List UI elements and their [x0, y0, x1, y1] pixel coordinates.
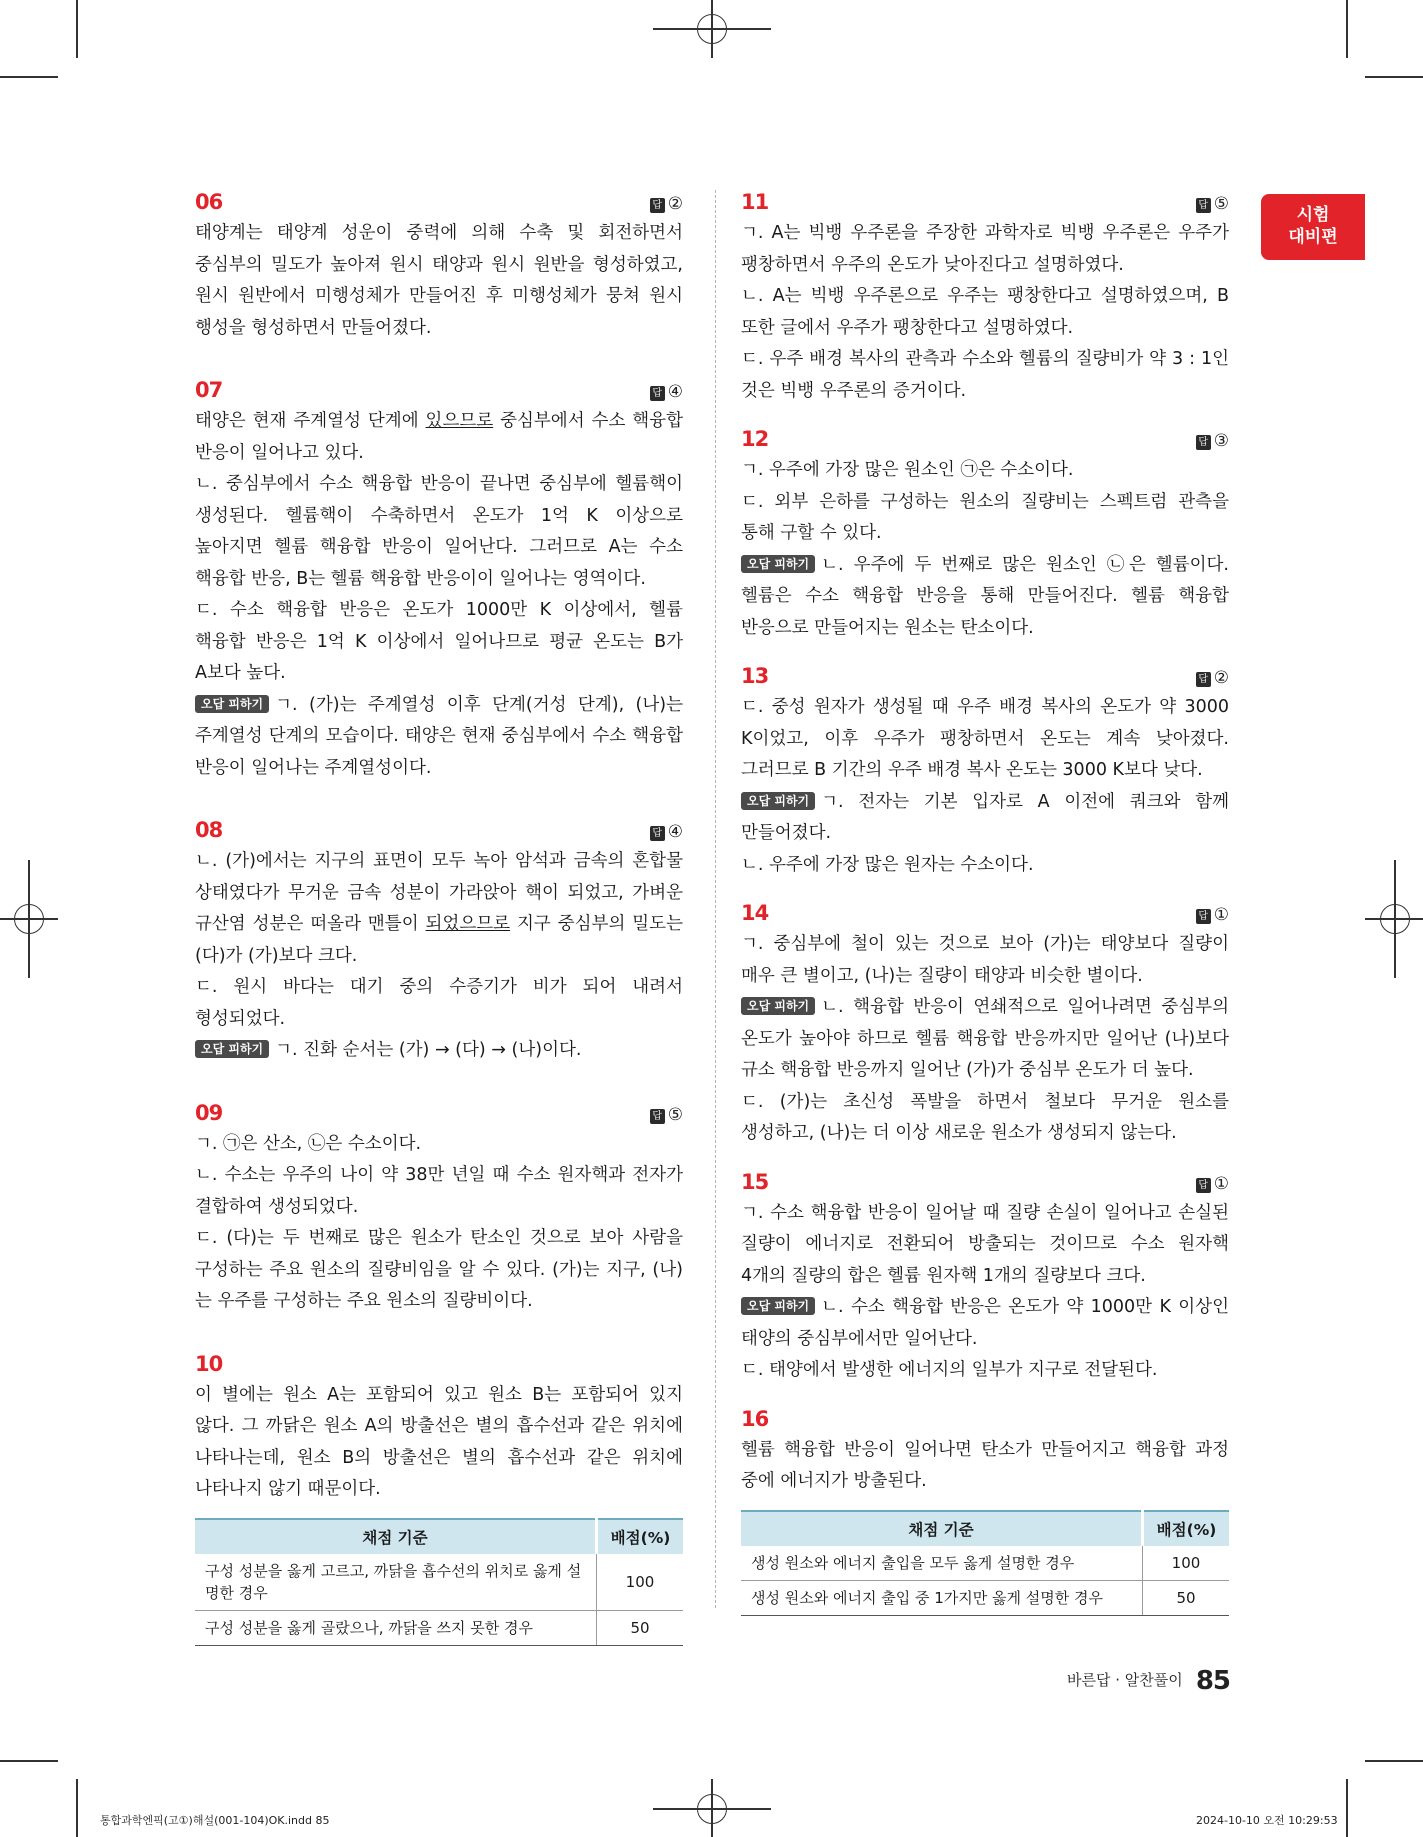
- question-15: [741, 1170, 1229, 1387]
- points-cell: 100: [1143, 1546, 1230, 1581]
- answer-label: [1196, 194, 1229, 214]
- answer-icon: 답: [1196, 435, 1211, 450]
- crop-mark: [1365, 1760, 1423, 1762]
- wrong-answer-tag: 오답 피하기: [741, 997, 815, 1015]
- question-14: [741, 901, 1229, 1150]
- table-row: [741, 1580, 1229, 1615]
- criteria-cell: 구성 성분을 옳게 고르고, 까닭을 흡수선의 위치로 옳게 설명한 경우: [195, 1554, 597, 1611]
- answer-choice: ⑤: [1213, 194, 1229, 214]
- criteria-cell: 생성 원소와 에너지 출입을 모두 옳게 설명한 경우: [741, 1546, 1143, 1581]
- answer-choice: ③: [1213, 431, 1229, 451]
- section-tab-line1: 시험: [1296, 205, 1330, 225]
- explanation-text: ㄷ. 외부 은하를 구성하는 원소의 질량비는 스펙트럼 관측을 통해 구할 수 있다.: [741, 491, 1229, 543]
- table-row: [195, 1610, 683, 1645]
- explanation-text: 이 별에는 원소 A는 포함되어 있고 원소 B는 포함되어 있지 않다. 그 까닭은 원소 A의 방출선은 별의 흡수선과 같은 위치에 나타나는데, 원소 B의 방출선은 별의 흡수선과 같은 위치에 나타나지 않기 때문이다.: [195, 1384, 683, 1499]
- points-cell: 50: [597, 1610, 684, 1645]
- explanation-text: ㄷ. 수소 핵융합 반응은 온도가 1000만 K 이상에서, 헬륨 핵융합 반응은 1억 K 이상에서 일어나므로 평균 온도는 B가 A보다 높다.: [195, 600, 683, 683]
- crop-mark: [1346, 0, 1348, 58]
- question-number: 09: [195, 1100, 223, 1125]
- question-number: 14: [741, 901, 769, 925]
- question-13: [741, 664, 1229, 881]
- table-header-points: 배점(%): [1143, 1511, 1230, 1546]
- points-cell: 50: [1143, 1580, 1230, 1615]
- crop-mark: [1346, 1779, 1348, 1837]
- question-08: [195, 818, 683, 1067]
- answer-label: [650, 822, 683, 842]
- answer-choice: ⑤: [667, 1104, 683, 1125]
- wrong-answer-note: 오답 피하기 ㄱ. (가)는 주계열성 이후 단계(거성 단계), (나)는 주계열성 단계의 모습이다. 태양은 현재 중심부에서 수소 핵융합 반응이 일어나는 주계열성이다.: [195, 694, 683, 778]
- wrong-answer-note: 오답 피하기 ㄴ. 수소 핵융합 반응은 온도가 약 1000만 K 이상인 태양의 중심부에서만 일어난다.: [741, 1297, 1229, 1349]
- explanation-text: ㄱ. A는 빅뱅 우주론을 주장한 과학자로 빅뱅 우주론은 우주가 팽창하면서 우주의 온도가 낮아진다고 설명하였다.: [741, 223, 1229, 275]
- answer-choice: ①: [1213, 1173, 1229, 1194]
- left-column: [195, 190, 683, 1646]
- scoring-table: [195, 1518, 683, 1646]
- table-header-criteria: 채점 기준: [741, 1511, 1143, 1546]
- answer-label: [650, 1105, 683, 1125]
- answer-icon: 답: [650, 1109, 665, 1124]
- question-number: 12: [741, 427, 769, 451]
- crop-mark: [1365, 76, 1423, 78]
- answer-label: [1196, 668, 1229, 688]
- section-tab-line2: 대비편: [1288, 227, 1338, 247]
- wrong-answer-tag: 오답 피하기: [741, 1297, 815, 1315]
- explanation-text: ㄴ. 수소는 우주의 나이 약 38만 년일 때 수소 원자핵과 전자가 결합하여 생성되었다.: [195, 1165, 683, 1217]
- answer-icon: 답: [1196, 198, 1211, 213]
- question-06: [195, 190, 683, 344]
- wrong-answer-tag: 오답 피하기: [741, 792, 815, 810]
- slug-filename: 통합과학엔픽(고①)해설(001-104)OK.indd 85: [100, 1814, 330, 1827]
- question-number: 11: [741, 190, 769, 214]
- explanation-text: ㄷ. 원시 바다는 대기 중의 수증기가 비가 되어 내려서 형성되었다.: [195, 977, 683, 1029]
- answer-choice: ②: [667, 194, 683, 214]
- explanation-text: ㄱ. 우주에 가장 많은 원소인 ㉠은 수소이다.: [741, 460, 1074, 480]
- explanation-text: 태양은 현재 주계열성 단계에 있으므로 중심부에서 수소 핵융합 반응이 일어나고 있다.: [195, 411, 683, 463]
- footer-label: 바른답 · 알찬풀이: [1066, 1671, 1183, 1689]
- table-row: [195, 1554, 683, 1611]
- question-07: [195, 378, 683, 784]
- question-11: [741, 190, 1229, 407]
- question-number: 15: [741, 1169, 769, 1194]
- table-row: [741, 1546, 1229, 1581]
- question-number: 07: [195, 378, 223, 402]
- question-number: 06: [195, 190, 223, 214]
- explanation-text: ㄷ. 태양에서 발생한 에너지의 일부가 지구로 전달된다.: [741, 1360, 1158, 1380]
- explanation-text: ㄴ. A는 빅뱅 우주론으로 우주는 팽창한다고 설명하였으며, B 또한 글에서 우주가 팽창한다고 설명하였다.: [741, 286, 1229, 338]
- crop-mark: [76, 0, 78, 58]
- explanation-text: ㄴ. 중심부에서 수소 핵융합 반응이 끝나면 중심부에 헬륨핵이 생성된다. 헬륨핵이 수축하면서 온도가 1억 K 이상으로 높아지면 헬륨 핵융합 반응이 일어난다. 그러므로 A는 수소 핵융합 반응, B는 헬륨 핵융합 반응이이 일어나는 영역이다.: [195, 474, 684, 589]
- page-footer: [1067, 1666, 1230, 1704]
- page-number: 85: [1195, 1666, 1230, 1696]
- crop-mark: [0, 76, 58, 78]
- explanation-text: ㄴ. 우주에 가장 많은 원자는 수소이다.: [741, 854, 1034, 875]
- scoring-table: [741, 1510, 1229, 1616]
- question-10: [195, 1352, 683, 1646]
- table-header-row: [195, 1519, 683, 1554]
- question-12: [741, 427, 1229, 644]
- answer-choice: ①: [1213, 905, 1229, 925]
- answer-icon: 답: [650, 386, 665, 401]
- crop-mark: [76, 1779, 78, 1837]
- wrong-answer-tag: 오답 피하기: [195, 695, 269, 713]
- explanation-text: ㄱ. ㉠은 산소, ㉡은 수소이다.: [195, 1133, 422, 1154]
- section-tab: [1261, 194, 1365, 260]
- answer-label: [1196, 905, 1229, 925]
- answer-label: [650, 194, 683, 214]
- question-number: 16: [741, 1406, 769, 1431]
- right-column: [741, 190, 1229, 1616]
- table-header-criteria: 채점 기준: [195, 1519, 597, 1554]
- answer-icon: 답: [1196, 1178, 1211, 1193]
- answer-choice: ②: [1213, 668, 1229, 688]
- question-16: [741, 1407, 1229, 1616]
- explanation-text: ㄱ. 중심부에 철이 있는 것으로 보아 (가)는 태양보다 질량이 매우 큰 별이고, (나)는 질량이 태양과 비슷한 별이다.: [741, 934, 1229, 986]
- explanation-text: ㄷ. 우주 배경 복사의 관측과 수소와 헬륨의 질량비가 약 3 : 1인 것은 빅뱅 우주론의 증거이다.: [741, 349, 1229, 401]
- question-number: 08: [195, 818, 223, 842]
- criteria-cell: 구성 성분을 옳게 골랐으나, 까닭을 쓰지 못한 경우: [195, 1610, 597, 1645]
- explanation-text: ㄱ. 수소 핵융합 반응이 일어날 때 질량 손실이 일어나고 손실된 질량이 에너지로 전환되어 방출되는 것이므로 수소 원자핵 4개의 질량의 합은 헬륨 원자핵 1개의 질량보다 크다.: [741, 1202, 1229, 1286]
- points-cell: 100: [597, 1554, 684, 1611]
- criteria-cell: 생성 원소와 에너지 출입 중 1가지만 옳게 설명한 경우: [741, 1580, 1143, 1615]
- answer-icon: 답: [1196, 909, 1211, 924]
- answer-icon: 답: [1196, 672, 1211, 687]
- answer-icon: 답: [650, 826, 665, 841]
- explanation-text: 태양계는 태양계 성운이 중력에 의해 수축 및 회전하면서 중심부의 밀도가 높아져 원시 태양과 원시 원반을 형성하였고, 원시 원반에서 미행성체가 만들어진 후 미행성체가 뭉쳐 원시 행성을 형성하면서 만들어졌다.: [195, 223, 684, 338]
- explanation-text: ㄷ. (다)는 두 번째로 많은 원소가 탄소인 것으로 보아 사람을 구성하는 주요 원소의 질량비임을 알 수 있다. (가)는 지구, (나)는 우주를 구성하는 주요 원소의 질량비이다.: [195, 1228, 683, 1311]
- answer-label: [1196, 431, 1229, 451]
- wrong-answer-tag: 오답 피하기: [195, 1040, 269, 1058]
- table-header-points: 배점(%): [597, 1519, 684, 1554]
- column-divider: [715, 190, 716, 1608]
- table-header-row: [741, 1511, 1229, 1546]
- slug-timestamp: 2024-10-10 오전 10:29:53: [1196, 1814, 1338, 1827]
- wrong-answer-note: 오답 피하기 ㄱ. 진화 순서는 (가) → (다) → (나)이다.: [195, 1035, 683, 1067]
- crop-mark: [0, 1760, 58, 1762]
- question-number: 13: [741, 664, 769, 688]
- explanation-text: ㄷ. 중성 원자가 생성될 때 우주 배경 복사의 온도가 약 3000 K이었고, 이후 우주가 팽창하면서 온도는 계속 낮아졌다. 그러므로 B 기간의 우주 배경 복사 온도는 3000 K보다 낮다.: [741, 697, 1229, 780]
- wrong-answer-note: 오답 피하기 ㄴ. 핵융합 반응이 연쇄적으로 일어나려면 중심부의 온도가 높아야 하므로 헬륨 핵융합 반응까지만 일어난 (나)보다 규소 핵융합 반응까지 일어난 (가)가 중심부 온도가 더 높다.: [741, 997, 1229, 1080]
- question-09: [195, 1101, 683, 1318]
- answer-label: [650, 382, 683, 402]
- answer-choice: ④: [667, 382, 683, 402]
- wrong-answer-tag: 오답 피하기: [741, 555, 815, 573]
- question-number: 10: [195, 1351, 223, 1376]
- answer-label: [1196, 1174, 1229, 1194]
- explanation-text: ㄴ. (가)에서는 지구의 표면이 모두 녹아 암석과 금속의 혼합물 상태였다가 무거운 금속 성분이 가라앉아 핵이 되었고, 가벼운 규산염 성분은 떠올라 맨틀이 되었으므로 지구 중심부의 밀도는 (다)가 (가)보다 크다.: [195, 851, 683, 966]
- wrong-answer-note: 오답 피하기 ㄱ. 전자는 기본 입자로 A 이전에 쿼크와 함께 만들어졌다.: [741, 791, 1229, 843]
- explanation-text: ㄷ. (가)는 초신성 폭발을 하면서 철보다 무거운 원소를 생성하고, (나)는 더 이상 새로운 원소가 생성되지 않는다.: [741, 1091, 1229, 1143]
- answer-icon: 답: [650, 198, 665, 213]
- answer-choice: ④: [667, 822, 683, 842]
- explanation-text: 헬륨 핵융합 반응이 일어나면 탄소가 만들어지고 핵융합 과정 중에 에너지가 방출된다.: [741, 1439, 1229, 1491]
- wrong-answer-note: 오답 피하기 ㄴ. 우주에 두 번째로 많은 원소인 ㉡은 헬륨이다. 헬륨은 수소 핵융합 반응을 통해 만들어진다. 헬륨 핵융합 반응으로 만들어지는 원소는 탄소이다.: [741, 554, 1229, 638]
